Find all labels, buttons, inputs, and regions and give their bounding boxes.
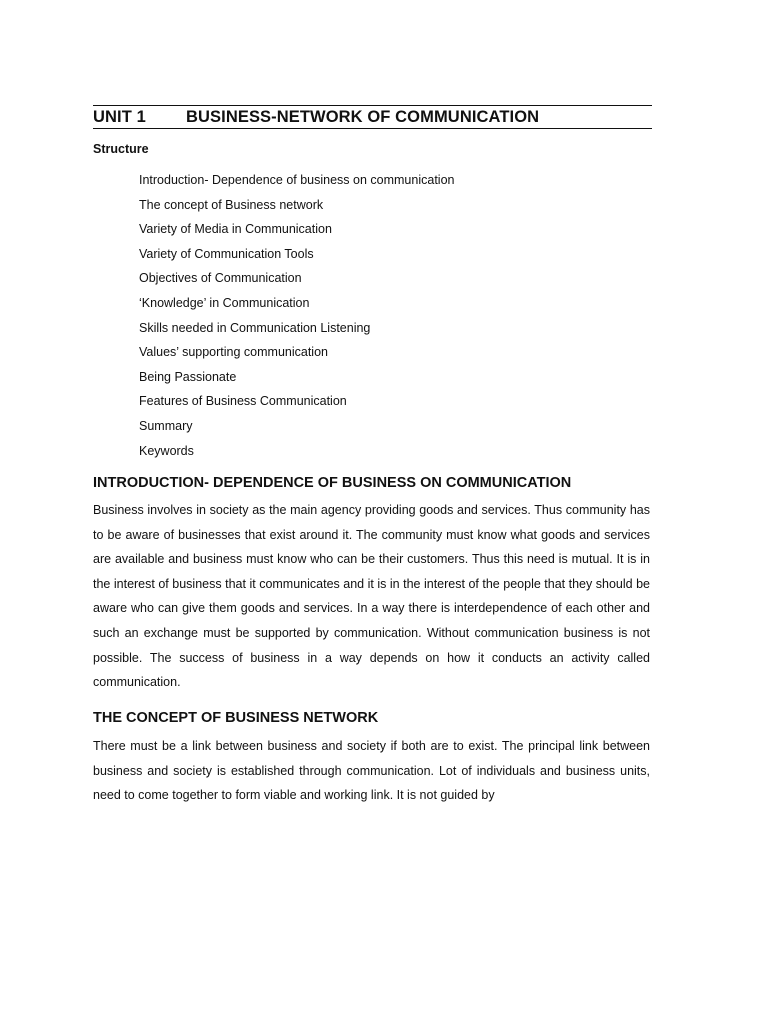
unit-label: UNIT 1 bbox=[93, 108, 146, 126]
concept-heading: THE CONCEPT OF BUSINESS NETWORK bbox=[93, 710, 379, 726]
structure-item: Variety of Communication Tools bbox=[139, 246, 314, 261]
introduction-heading: INTRODUCTION- DEPENDENCE OF BUSINESS ON COMMUNICATION bbox=[93, 475, 572, 491]
structure-list bbox=[139, 172, 454, 467]
unit-title: BUSINESS-NETWORK OF COMMUNICATION bbox=[186, 108, 540, 126]
structure-item: Values’ supporting communication bbox=[139, 345, 328, 360]
structure-item: Introduction- Dependence of business on communication bbox=[139, 173, 455, 187]
structure-item: Keywords bbox=[139, 443, 194, 458]
structure-item: Variety of Media in Communication bbox=[139, 222, 332, 237]
structure-item: Skills needed in Communication Listening bbox=[139, 320, 371, 335]
structure-item: Summary bbox=[139, 418, 193, 433]
structure-item: The concept of Business network bbox=[139, 197, 324, 212]
structure-item: Features of Business Communication bbox=[139, 394, 347, 409]
structure-item: ‘Knowledge’ in Communication bbox=[139, 295, 310, 310]
concept-paragraph: There must be a link between business and society if both are to exist. The principal link between business and society is established through communication. Lot of individuals and business units, need to come together to form viable and working link. It is not guided by bbox=[93, 739, 650, 803]
introduction-paragraph: Business involves in society as the main agency providing goods and services. Thus community has to be aware of businesses that exist around it. The community must know what goods and services are available and business must know who can be their customers. Thus this need is mutual. It is in the interest of business that it communicates and it is in the interest of the people that they should be aware who can give them goods and services. In a way there is interdependence of each other and such an exchange must be supported by communication. Without communication business is not possible. The success of business in a way depends on how it conducts an activity called communication. bbox=[93, 503, 650, 690]
structure-label: Structure bbox=[93, 142, 149, 156]
structure-item: Objectives of Communication bbox=[139, 271, 302, 286]
unit-header bbox=[93, 105, 652, 129]
structure-item: Being Passionate bbox=[139, 369, 237, 384]
